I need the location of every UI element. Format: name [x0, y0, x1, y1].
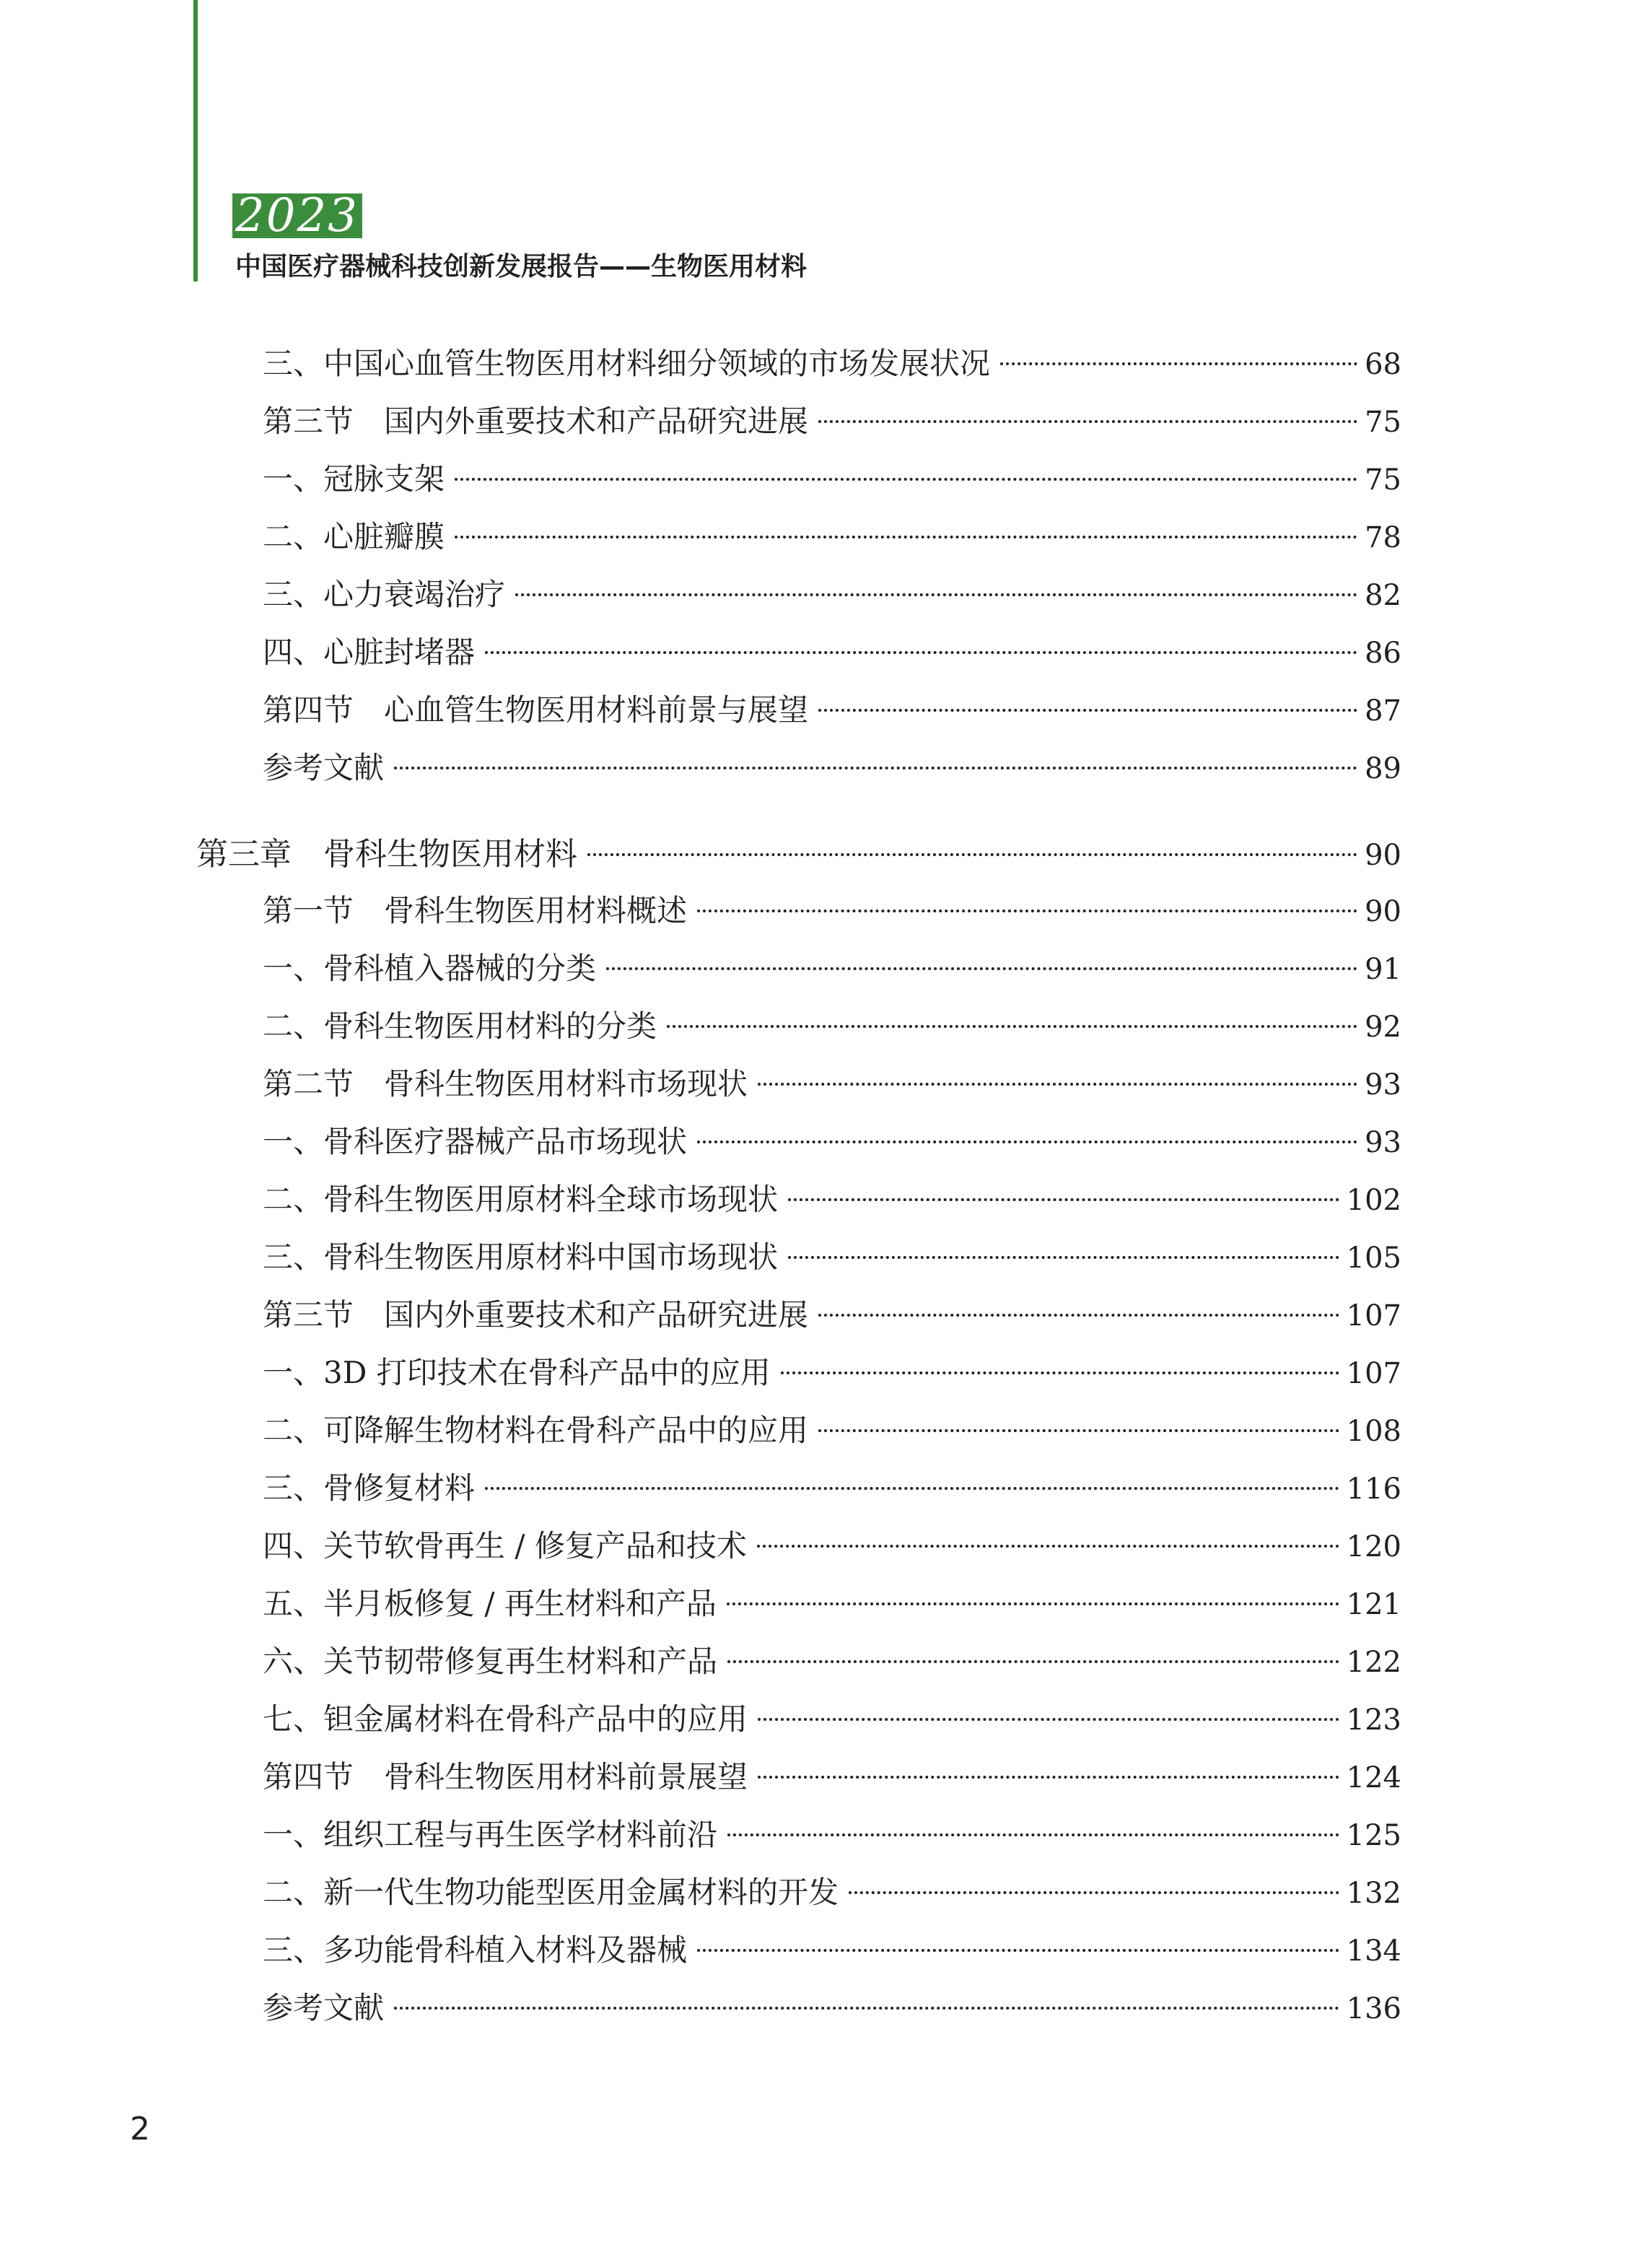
toc-entry-item[interactable] [263, 1005, 1401, 1048]
toc-entry-page-number: 132 [1346, 1877, 1401, 1910]
dot-leader [697, 1949, 1339, 1952]
dot-leader [818, 709, 1357, 712]
toc-entry-label: 一、骨科医疗器械产品市场现状 [263, 1124, 688, 1159]
toc-entry-item[interactable] [263, 1351, 1401, 1395]
toc-entry-label: 四、关节软骨再生 / 修复产品和技术 [263, 1528, 747, 1563]
toc-entry-page-number: 125 [1346, 1819, 1401, 1852]
toc-entry-page-number: 136 [1346, 1992, 1401, 2025]
toc-entry-page-number: 107 [1346, 1357, 1401, 1390]
dot-leader [727, 1660, 1339, 1663]
dot-leader [485, 1487, 1339, 1490]
dot-leader [758, 1718, 1339, 1721]
toc-entry-item[interactable] [263, 342, 1401, 385]
dot-leader [697, 910, 1357, 912]
dot-leader [485, 651, 1357, 654]
toc-entry-item[interactable] [263, 1929, 1401, 1972]
toc-entry-page-number: 68 [1365, 348, 1401, 381]
running-header-title: 中国医疗器械科技创新发展报告——生物医用材料 [235, 252, 808, 282]
toc-entry-label: 一、组织工程与再生医学材料前沿 [263, 1817, 718, 1852]
dot-leader [1000, 362, 1357, 365]
toc-entry-page-number: 90 [1365, 895, 1401, 928]
dot-leader [727, 1602, 1339, 1605]
dot-leader [394, 767, 1357, 769]
dot-leader [818, 1314, 1339, 1317]
toc-entry-label: 第三章 骨科生物医用材料 [196, 836, 577, 873]
toc-entry-section[interactable] [263, 1294, 1401, 1337]
toc-entry-page-number: 93 [1365, 1126, 1401, 1159]
toc-entry-item[interactable] [263, 1582, 1401, 1626]
dot-leader [818, 420, 1357, 423]
dot-leader [727, 1833, 1339, 1836]
toc-entry-section[interactable] [263, 1063, 1401, 1106]
dot-leader [758, 1083, 1357, 1086]
toc-entry-item[interactable] [263, 573, 1401, 616]
toc-entry-label: 二、新一代生物功能型医用金属材料的开发 [263, 1875, 839, 1910]
toc-entry-item[interactable] [263, 1698, 1401, 1741]
toc-entry-label: 第一节 骨科生物医用材料概述 [263, 893, 688, 928]
dot-leader [818, 1429, 1339, 1432]
dot-leader [788, 1198, 1339, 1201]
toc-entry-label: 一、骨科植入器械的分类 [263, 951, 597, 986]
toc-entry-page-number: 92 [1365, 1011, 1401, 1044]
toc-entry-page-number: 102 [1346, 1184, 1401, 1217]
toc-entry-item[interactable] [263, 515, 1401, 559]
dot-leader [849, 1891, 1339, 1894]
toc-entry-page-number: 75 [1365, 406, 1401, 439]
dot-leader [587, 853, 1357, 856]
toc-entry-page-number: 75 [1365, 463, 1401, 497]
dot-leader [788, 1256, 1339, 1259]
toc-entry-page-number: 123 [1346, 1704, 1401, 1737]
toc-entry-label: 五、半月板修复 / 再生材料和产品 [263, 1586, 717, 1621]
toc-entry-item[interactable] [263, 458, 1401, 501]
toc-entry-item[interactable] [263, 1236, 1401, 1279]
toc-entry-item[interactable] [263, 1525, 1401, 1568]
dot-leader [697, 1140, 1357, 1143]
toc-entry-label: 第三节 国内外重要技术和产品研究进展 [263, 1297, 809, 1333]
toc-entry-item[interactable] [263, 1640, 1401, 1683]
toc-entry-page-number: 120 [1346, 1530, 1401, 1563]
toc-entry-label: 二、骨科生物医用原材料全球市场现状 [263, 1182, 779, 1217]
toc-entry-page-number: 91 [1365, 953, 1401, 986]
dot-leader [606, 967, 1357, 970]
dot-leader [667, 1025, 1357, 1028]
toc-entry-label: 参考文献 [263, 750, 385, 785]
toc-entry-label: 二、骨科生物医用材料的分类 [263, 1008, 657, 1044]
toc-entry-section[interactable] [263, 689, 1401, 732]
toc-entry-label: 三、骨科生物医用原材料中国市场现状 [263, 1239, 779, 1275]
toc-entry-label: 三、中国心血管生物医用材料细分领域的市场发展状况 [263, 346, 991, 381]
dot-leader [455, 478, 1357, 481]
toc-entry-label: 三、心力衰竭治疗 [263, 577, 506, 612]
toc-entry-item[interactable] [263, 1871, 1401, 1914]
toc-entry-label: 第四节 骨科生物医用材料前景展望 [263, 1759, 748, 1794]
toc-entry-label: 二、可降解生物材料在骨科产品中的应用 [263, 1413, 809, 1448]
toc-entry-label: 参考文献 [263, 1990, 385, 2025]
toc-entry-label: 第三节 国内外重要技术和产品研究进展 [263, 404, 809, 439]
toc-entry-item[interactable] [263, 1178, 1401, 1221]
toc-entry-item[interactable] [263, 1467, 1401, 1510]
toc-entry-item[interactable] [263, 1986, 1401, 2030]
toc-entry-section[interactable] [263, 889, 1401, 933]
dot-leader [781, 1371, 1339, 1374]
toc-entry-label: 第二节 骨科生物医用材料市场现状 [263, 1066, 748, 1102]
dot-leader [757, 1545, 1339, 1548]
toc-entry-label: 二、心脏瓣膜 [263, 519, 445, 554]
toc-entry-label: 一、3D 打印技术在骨科产品中的应用 [263, 1355, 771, 1390]
toc-entry-page-number: 82 [1365, 579, 1401, 612]
toc-entry-item[interactable] [263, 1409, 1401, 1452]
toc-entry-page-number: 86 [1365, 637, 1401, 670]
year-badge: 2023 [232, 193, 362, 238]
toc-entry-item[interactable] [263, 1120, 1401, 1164]
dot-leader [758, 1776, 1339, 1779]
toc-entry-label: 七、钽金属材料在骨科产品中的应用 [263, 1701, 748, 1737]
toc-entry-page-number: 93 [1365, 1068, 1401, 1102]
toc-entry-label: 三、多功能骨科植入材料及器械 [263, 1932, 688, 1968]
toc-entry-chapter[interactable] [196, 833, 1401, 876]
toc-entry-item[interactable] [263, 631, 1401, 674]
toc-entry-label: 四、心脏封堵器 [263, 634, 476, 670]
toc-entry-label: 一、冠脉支架 [263, 461, 445, 497]
toc-entry-page-number: 107 [1346, 1299, 1401, 1333]
dot-leader [515, 593, 1357, 596]
toc-entry-page-number: 108 [1346, 1415, 1401, 1448]
toc-entry-page-number: 90 [1365, 839, 1401, 872]
toc-entry-item[interactable] [263, 947, 1401, 990]
toc-entry-page-number: 87 [1365, 694, 1401, 728]
toc-entry-item[interactable] [263, 1813, 1401, 1857]
dot-leader [394, 2007, 1339, 2010]
toc-entry-page-number: 122 [1346, 1646, 1401, 1679]
toc-entry-label: 六、关节韧带修复再生材料和产品 [263, 1644, 718, 1679]
toc-entry-section[interactable] [263, 400, 1401, 443]
toc-entry-page-number: 105 [1346, 1242, 1401, 1275]
toc-entry-item[interactable] [263, 746, 1401, 790]
toc-entry-page-number: 124 [1346, 1761, 1401, 1794]
toc-entry-page-number: 121 [1346, 1588, 1401, 1621]
toc-entry-page-number: 78 [1365, 521, 1401, 554]
toc-entry-page-number: 134 [1346, 1935, 1401, 1968]
toc-entry-page-number: 89 [1365, 752, 1401, 785]
toc-entry-label: 第四节 心血管生物医用材料前景与展望 [263, 692, 809, 728]
dot-leader [455, 536, 1357, 538]
toc-entry-label: 三、骨修复材料 [263, 1470, 476, 1506]
toc-entry-page-number: 116 [1346, 1473, 1401, 1506]
toc-entry-section[interactable] [263, 1755, 1401, 1799]
page-number: 2 [130, 2111, 150, 2147]
